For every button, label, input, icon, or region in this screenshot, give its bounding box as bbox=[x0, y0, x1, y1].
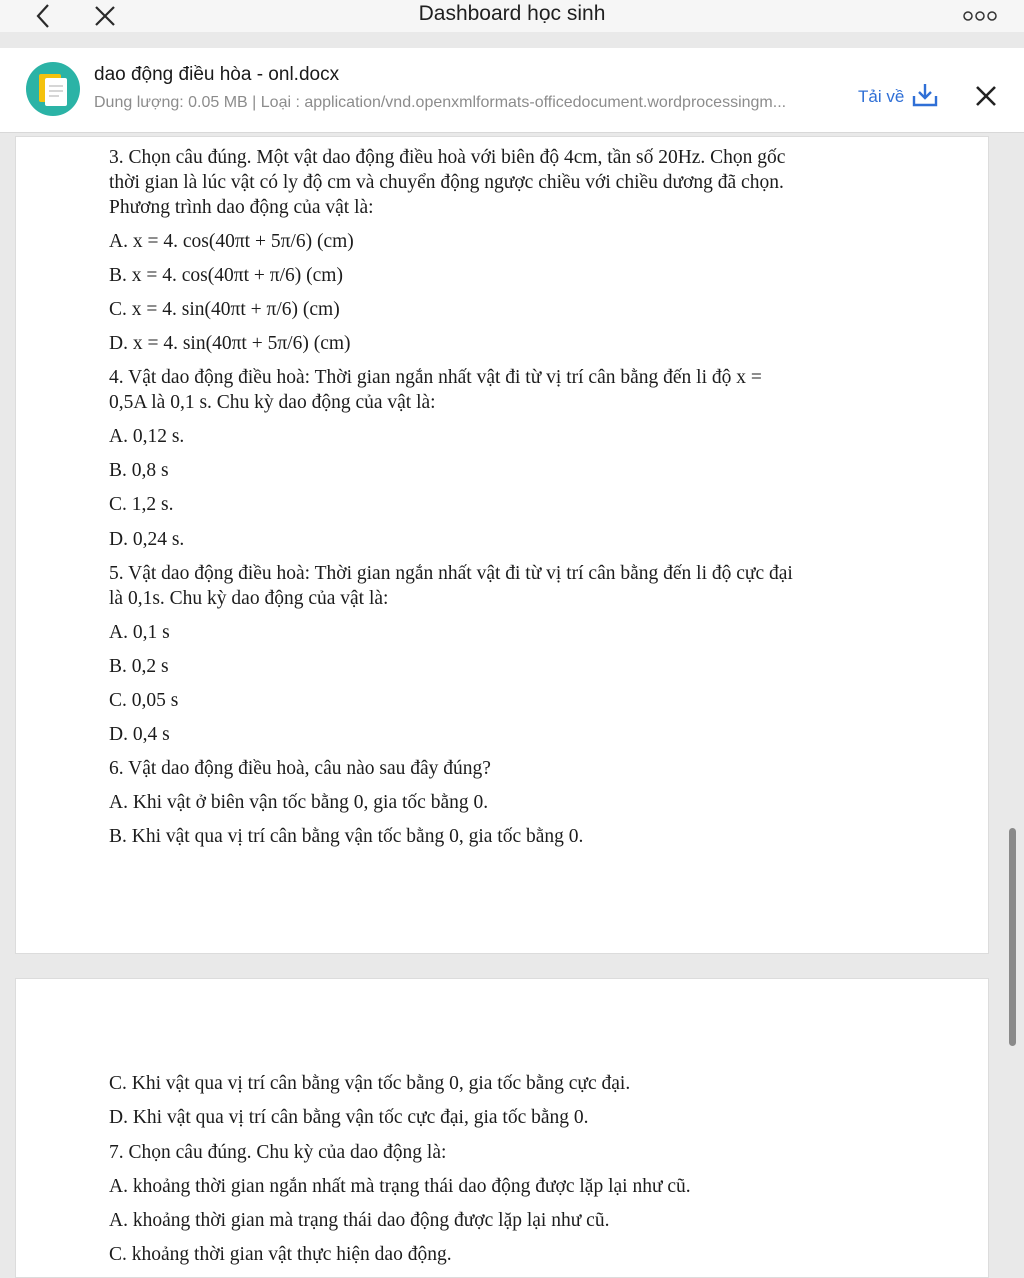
answer-option: D. 0,24 s. bbox=[109, 529, 185, 550]
page-title: Dashboard học sinh bbox=[418, 2, 606, 25]
download-label: Tải về bbox=[858, 87, 905, 106]
doc-line: 5. Vật dao động điều hoà: Thời gian ngắn nhất vật đi từ vị trí cân bằng đến li độ cực đại bbox=[109, 563, 793, 584]
answer-option: D. 0,4 s bbox=[109, 724, 170, 745]
vertical-scrollbar[interactable] bbox=[1009, 828, 1016, 1046]
answer-option: C. khoảng thời gian vật thực hiện dao động. bbox=[109, 1244, 452, 1265]
answer-option: A. Khi vật ở biên vận tốc bằng 0, gia tốc bằng 0. bbox=[109, 792, 489, 813]
doc-line: 0,5A là 0,1 s. Chu kỳ dao động của vật là: bbox=[109, 392, 436, 413]
answer-option: A. x = 4. cos(40πt + 5π/6) (cm) bbox=[109, 231, 354, 252]
answer-option: C. 0,05 s bbox=[109, 690, 179, 711]
answer-option: B. Khi vật qua vị trí cân bằng vận tốc bằng 0, gia tốc bằng 0. bbox=[109, 826, 584, 847]
doc-line: là 0,1s. Chu kỳ dao động của vật là: bbox=[109, 588, 389, 609]
answer-option: D. Khi vật qua vị trí cân bằng vận tốc cực đại, gia tốc bằng 0. bbox=[109, 1107, 589, 1128]
answer-option: B. 0,8 s bbox=[109, 460, 169, 481]
answer-option: C. 1,2 s. bbox=[109, 494, 174, 515]
file-name: dao động điều hòa - onl.docx bbox=[94, 64, 340, 85]
top-nav-bar bbox=[0, 0, 1024, 32]
document-file-icon bbox=[26, 62, 80, 116]
answer-option: B. 0,2 s bbox=[109, 656, 169, 677]
answer-option: B. x = 4. cos(40πt + π/6) (cm) bbox=[109, 265, 343, 286]
file-header bbox=[0, 48, 1024, 133]
doc-line: 6. Vật dao động điều hoà, câu nào sau đây đúng? bbox=[109, 758, 491, 779]
doc-line: Phương trình dao động của vật là: bbox=[109, 197, 374, 218]
download-button[interactable] bbox=[858, 82, 938, 112]
doc-line: thời gian là lúc vật có ly độ cm và chuyển động ngược chiều với chiều dương đã chọn. bbox=[109, 172, 784, 193]
file-meta: Dung lượng: 0.05 MB | Loại : application/vnd.openxmlformats-officedocument.wordprocessingm... bbox=[94, 94, 787, 111]
answer-option: C. Khi vật qua vị trí cân bằng vận tốc bằng 0, gia tốc bằng cực đại. bbox=[109, 1073, 631, 1094]
document-page-1 bbox=[15, 136, 989, 954]
doc-line: 4. Vật dao động điều hoà: Thời gian ngắn nhất vật đi từ vị trí cân bằng đến li độ x = bbox=[109, 367, 762, 388]
download-icon bbox=[912, 83, 938, 112]
close-file-icon[interactable] bbox=[974, 84, 1002, 112]
answer-option: C. x = 4. sin(40πt + π/6) (cm) bbox=[109, 299, 340, 320]
answer-option: A. 0,12 s. bbox=[109, 426, 185, 447]
doc-line: 3. Chọn câu đúng. Một vật dao động điều hoà với biên độ 4cm, tần số 20Hz. Chọn gốc bbox=[109, 147, 786, 168]
answer-option: A. khoảng thời gian mà trạng thái dao động được lặp lại như cũ. bbox=[109, 1210, 610, 1231]
answer-option: A. khoảng thời gian ngắn nhất mà trạng thái dao động được lặp lại như cũ. bbox=[109, 1176, 691, 1197]
document-page-2 bbox=[15, 978, 989, 1278]
answer-option: D. x = 4. sin(40πt + 5π/6) (cm) bbox=[109, 333, 351, 354]
answer-option: A. 0,1 s bbox=[109, 622, 170, 643]
doc-line: 7. Chọn câu đúng. Chu kỳ của dao động là: bbox=[109, 1142, 447, 1163]
more-options-icon[interactable] bbox=[960, 0, 1000, 32]
